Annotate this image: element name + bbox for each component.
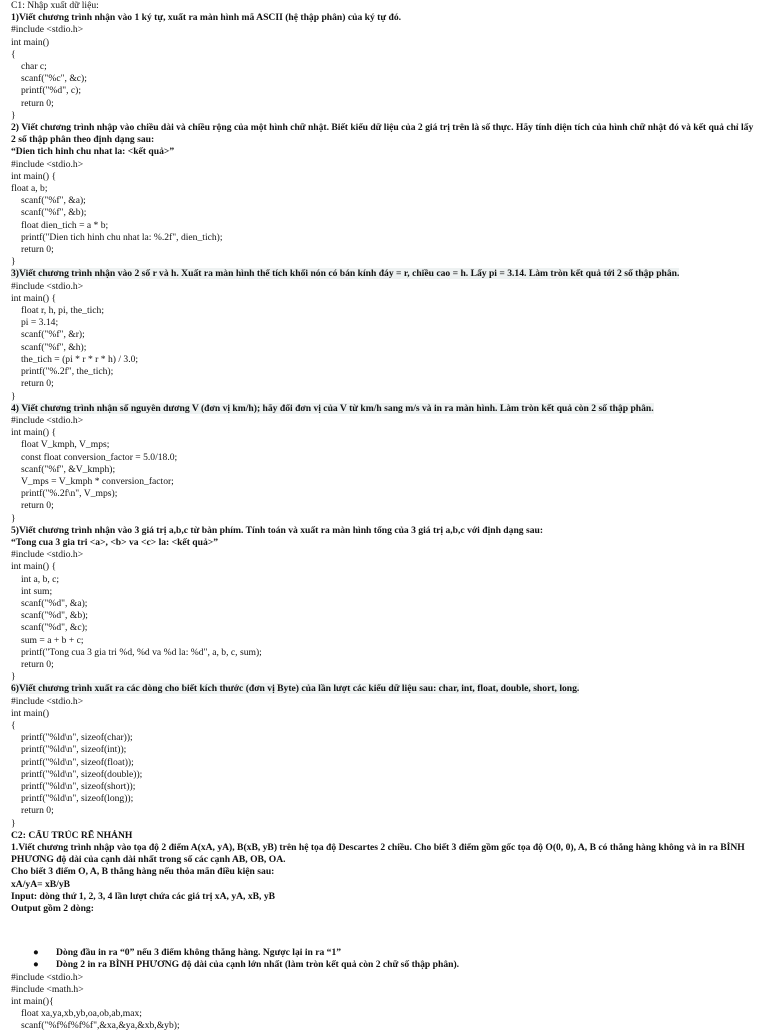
line-text: 6)Viết chương trình xuất ra các dòng cho biết kích thước (đơn vị Byte) của lần lượt các kiểu dữ liệu sau: char, int, float, double, short, long. [11,683,580,695]
code-line [11,720,768,732]
code-line [11,500,768,512]
line-text: } [11,512,16,524]
heading-line [11,866,768,878]
line-text: sum = a + b + c; [21,634,84,646]
heading-line [11,122,768,146]
line-text: printf("Tong cua 3 gia tri %d, %d va %d la: %d", a, b, c, sum); [21,646,262,658]
code-line [11,659,768,671]
code-line [11,757,768,769]
line-text: int main() { [11,292,57,304]
code-line [11,793,768,805]
line-text: int main() [11,36,50,48]
line-text: #include <stdio.h> [11,158,84,170]
code-line [11,220,768,232]
line-text: } [11,817,16,829]
line-text: printf("%.2f\n", V_mps); [21,488,118,500]
code-line [11,464,768,476]
line-text: scanf("%d", &c); [21,622,88,634]
heading-line [11,891,768,903]
line-text: scanf("%f", &V_kmph); [21,463,116,475]
line-text: scanf("%f", &b); [21,207,87,219]
blank-space [11,915,768,947]
bullet-text: Dòng 2 in ra BÌNH PHƯƠNG độ dài của cạnh lớn nhất (làm tròn kết quả còn 2 chữ số thập phân). [56,959,460,971]
line-text: int main() { [11,427,57,439]
bullet-item [11,959,768,971]
line-text: pi = 3.14; [21,317,59,329]
line-text: Input: dòng thứ 1, 2, 3, 4 lần lượt chứa các giá trị xA, yA, xB, yB [11,890,276,902]
code-line [11,73,768,85]
code-line [11,732,768,744]
code-line [11,281,768,293]
code-line [11,354,768,366]
line-text: float a, b; [11,183,48,195]
line-text: #include <stdio.h> [11,549,84,561]
line-text: scanf("%d", &b); [21,610,88,622]
code-line [11,171,768,183]
line-text: const float conversion_factor = 5.0/18.0; [21,451,178,463]
line-text: printf("%.2f", the_tich); [21,366,114,378]
line-text: int main() [11,707,50,719]
line-text: #include <math.h> [11,983,84,995]
heading-line [11,879,768,891]
heading-line [11,12,768,24]
code-line [11,1020,768,1032]
line-text: int main() { [11,170,57,182]
code-line [11,561,768,573]
code-line [11,708,768,720]
line-text: } [11,256,16,268]
code-line [11,781,768,793]
heading-line [11,842,768,866]
line-text: { [11,48,16,60]
code-line [11,972,768,984]
line-text: int main(){ [11,996,54,1008]
code-line [11,610,768,622]
code-line [11,378,768,390]
code-line [11,488,768,500]
heading-line [11,403,768,415]
line-text: 5)Viết chương trình nhận vào 3 giá trị a,b,c từ bàn phím. Tính toán và xuất ra màn hình tổng của 3 giá trị a,b,c với định dạng sau: [11,524,544,536]
heading-line [11,525,768,537]
line-text: return 0; [21,244,54,256]
line-text: “Tong cua 3 gia tri <a>, <b> va <c> la: <kết quả>” [11,536,219,548]
line-text: 4) Viết chương trình nhận số nguyên dương V (đơn vị km/h); hãy đổi đơn vị của V từ km/h sang m/s và in ra màn hình. Làm tròn kết quả còn 2 số thập phân. [11,402,654,414]
code-line [11,427,768,439]
line-text: 3)Viết chương trình nhận vào 2 số r và h. Xuất ra màn hình thể tích khối nón có bán kính đáy = r, chiều cao = h. Lấy pi = 3.14. Làm tròn kết quả tới 2 số thập phân. [11,268,680,280]
code-line [11,244,768,256]
bullet-icon: ● [33,959,39,971]
line-text: #include <stdio.h> [11,971,84,983]
line-text: float r, h, pi, the_tich; [21,305,105,317]
heading-line [11,830,768,842]
bullet-icon: ● [33,947,39,959]
line-text: { [11,719,16,731]
line-text: xA/yA= xB/yB [11,878,71,890]
line-text: scanf("%d", &a); [21,597,88,609]
line-text: float dien_tich = a * b; [21,219,109,231]
line-text: float V_kmph, V_mps; [21,439,110,451]
code-line [11,1008,768,1020]
code-line [11,110,768,122]
code-line [11,366,768,378]
code-line [11,647,768,659]
line-text: int main() { [11,561,57,573]
code-line [11,696,768,708]
heading-line [11,146,768,158]
line-text: printf("%ld\n", sizeof(char)); [21,732,133,744]
code-line [11,769,768,781]
line-text: int a, b, c; [21,573,60,585]
line-text: printf("%ld\n", sizeof(long)); [21,793,134,805]
code-line [11,818,768,830]
line-text: } [11,390,16,402]
output-bullet-list [11,947,768,971]
line-text: printf("%ld\n", sizeof(short)); [21,781,136,792]
code-line [11,195,768,207]
line-text: return 0; [21,97,54,109]
code-line [11,598,768,610]
line-text: C2: CẤU TRÚC RẼ NHÁNH [11,829,133,841]
code-line [11,671,768,683]
code-line [11,24,768,36]
code-line [11,232,768,244]
code-line [11,329,768,341]
line-text: 1.Viết chương trình nhập vào tọa độ 2 điểm A(xA, yA), B(xB, yB) trên hệ tọa độ Descartes 2 chiều. Cho biết 3 điểm gồm gốc tọa độ O(0, 0), A, B có thẳng hàng không và in ra BÌNH PHƯƠNG độ dài của cạnh dài nhất trong số các cạnh AB, OB, OA. [11,842,745,866]
line-text: C1: Nhập xuất dữ liệu: [11,0,99,11]
line-text: } [11,671,16,683]
code-line [11,85,768,97]
code-line [11,183,768,195]
line-text: scanf("%f", &r); [21,329,85,341]
line-text: printf("%ld\n", sizeof(float)); [21,756,134,768]
line-text: scanf("%c", &c); [21,73,87,85]
line-text: 2) Viết chương trình nhập vào chiều dài và chiều rộng của một hình chữ nhật. Biết kiểu dữ liệu của 2 giá trị trên là số thực. Hãy tính diện tích của hình chữ nhật đó và kết quả chỉ lấy 2 số thập phân theo định dạng sau: [11,122,754,146]
code-line [11,0,768,12]
line-text: return 0; [21,805,54,817]
line-text: return 0; [21,658,54,670]
line-text: int sum; [21,585,53,597]
line-text: Output gồm 2 dòng: [11,903,94,915]
code-line [11,391,768,403]
heading-line [11,537,768,549]
line-text: the_tich = (pi * r * r * h) / 3.0; [21,353,139,365]
bullet-text: Dòng đầu in ra “0” nếu 3 điểm không thẳng hàng. Ngược lại in ra “1” [56,947,342,959]
code-line [11,207,768,219]
code-line [11,452,768,464]
line-text: char c; [21,61,47,73]
heading-line [11,683,768,695]
code-line [11,293,768,305]
code-line [11,984,768,996]
code-line [11,415,768,427]
code-line [11,996,768,1008]
code-line [11,256,768,268]
line-text: “Dien tich hinh chu nhat la: <kết quả>” [11,146,175,158]
code-line [11,805,768,817]
line-text: scanf("%f", &a); [21,195,86,207]
line-text: float xa,ya,xb,yb,oa,ob,ab,max; [21,1008,142,1020]
line-text: #include <stdio.h> [11,280,84,292]
code-line [11,305,768,317]
line-text: scanf("%f%f%f%f",&xa,&ya,&xb,&yb); [21,1020,180,1032]
code-line [11,586,768,598]
code-line [11,61,768,73]
bullet-item [11,947,768,959]
line-text: printf("Dien tich hinh chu nhat la: %.2f", dien_tich); [21,231,223,243]
code-line [11,476,768,488]
code-line [11,549,768,561]
code-line [11,98,768,110]
code-line [11,622,768,634]
code-line [11,744,768,756]
line-text: printf("%ld\n", sizeof(int)); [21,744,127,756]
line-text: } [11,109,16,121]
code-line [11,513,768,525]
line-text: #include <stdio.h> [11,414,84,426]
line-text: printf("%ld\n", sizeof(double)); [21,768,143,780]
code-line [11,37,768,49]
line-text: return 0; [21,500,54,512]
line-text: return 0; [21,378,54,390]
line-text: printf("%d", c); [21,85,82,97]
document-body [11,0,768,915]
code-line [11,159,768,171]
code-line [11,317,768,329]
code-line [11,574,768,586]
line-text: V_mps = V_kmph * conversion_factor; [21,475,174,487]
heading-line [11,268,768,280]
line-text: #include <stdio.h> [11,695,84,707]
line-text: scanf("%f", &h); [21,341,87,353]
line-text: #include <stdio.h> [11,24,84,36]
code-line [11,439,768,451]
heading-line [11,903,768,915]
code-line [11,635,768,647]
code-line [11,49,768,61]
line-text: Cho biết 3 điểm O, A, B thẳng hàng nếu thỏa mãn điều kiện sau: [11,866,275,878]
line-text: 1)Viết chương trình nhận vào 1 ký tự, xuất ra màn hình mã ASCII (hệ thập phân) của ký tự đó. [11,12,402,24]
code-line [11,342,768,354]
